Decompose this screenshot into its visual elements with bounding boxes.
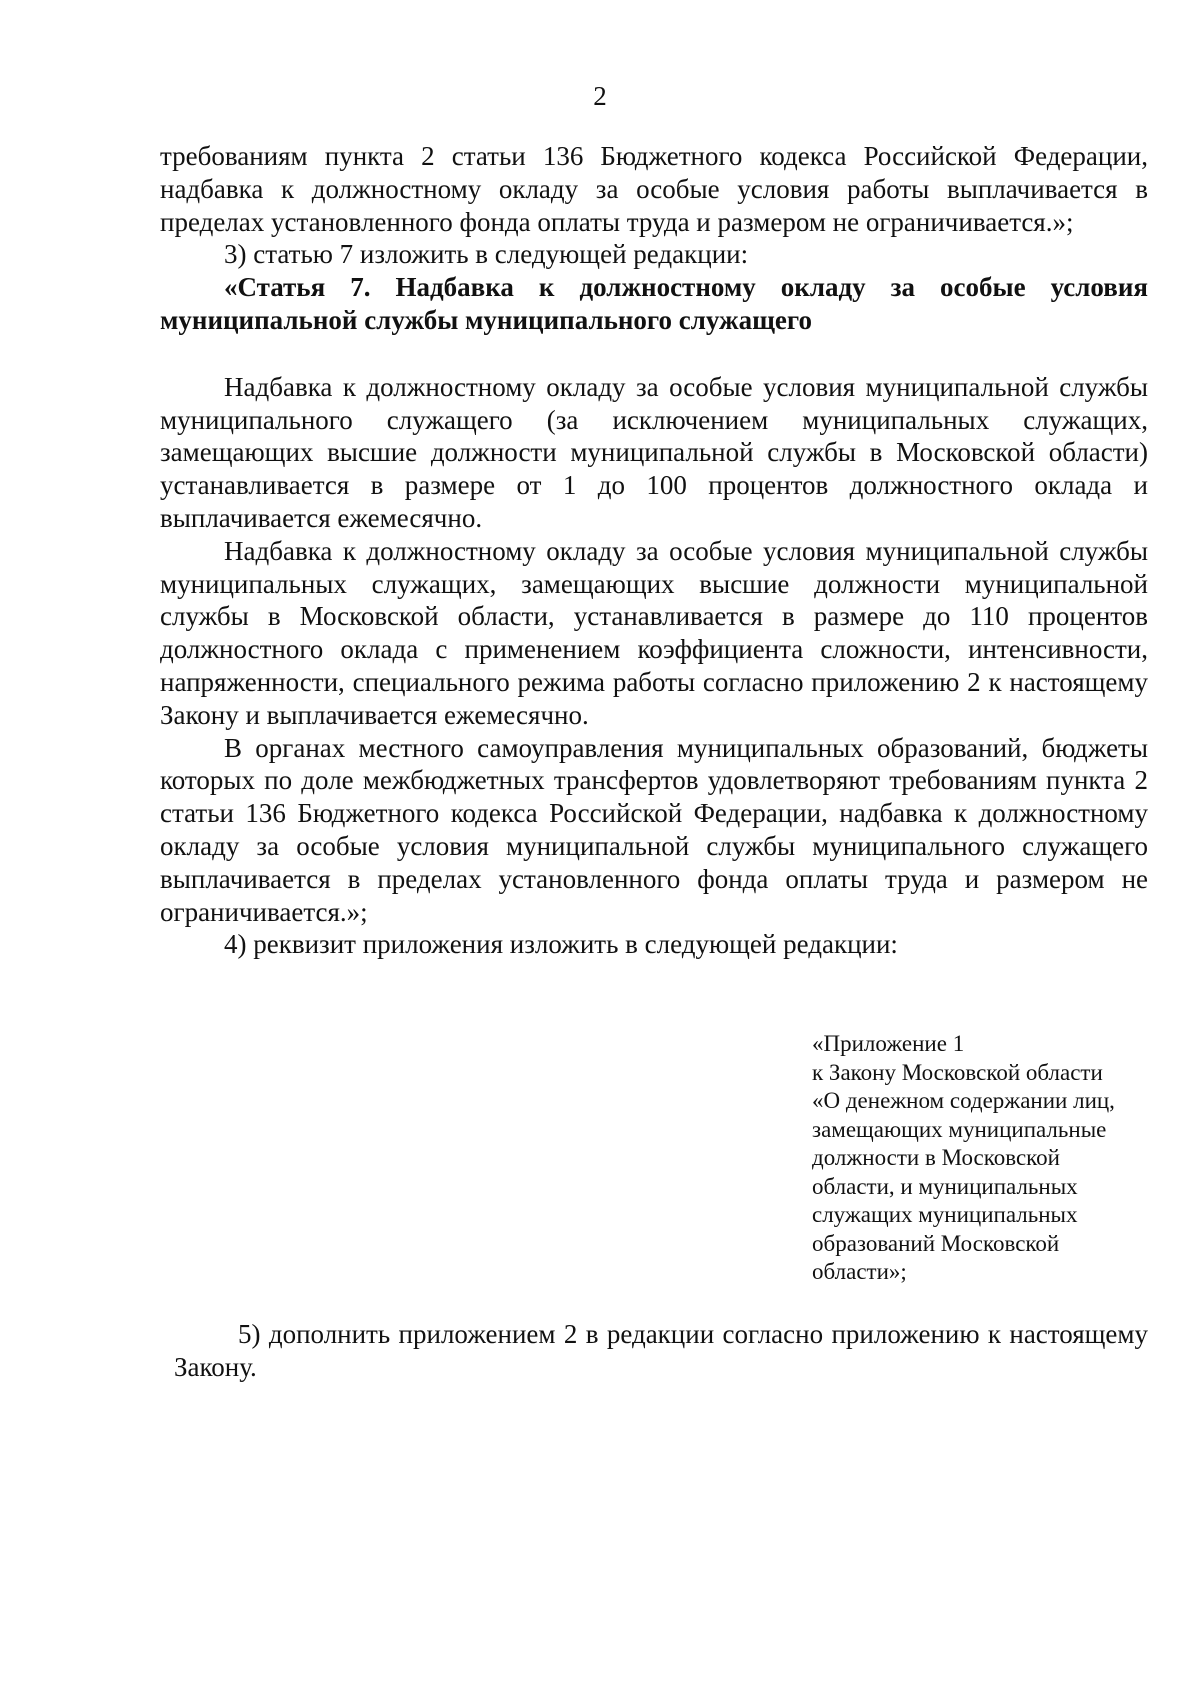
appendix-line: служащих муниципальных — [812, 1202, 1078, 1227]
page-number: 2 — [593, 81, 607, 111]
appendix-line: области, и муниципальных — [812, 1173, 1078, 1199]
amendment-item-3: 3) статью 7 изложить в следующей редакции: — [224, 239, 749, 270]
appendix-line: образований Московской — [812, 1230, 1060, 1256]
appendix-line: «О денежном содержании лиц, — [812, 1088, 1115, 1113]
article-7-paragraph-1: Надбавка к должностному окладу за особые условия муниципальной службы муниципального служащего (за исключением муниципальных служащих, замещающих высшие должности муниципальной службы в Московской области) устанавливается в размере от 1 до 100 процентов должностного оклада и выплачивается ежемесячно. — [160, 371, 1148, 533]
appendix-line: должности в Московской — [812, 1145, 1060, 1170]
appendix-line: к Закону Московской области — [812, 1059, 1103, 1085]
amendment-item-4: 4) реквизит приложения изложить в следующей редакции: — [224, 929, 898, 960]
appendix-line: замещающих муниципальные — [812, 1116, 1107, 1142]
continuation-paragraph: требованиям пункта 2 статьи 136 Бюджетного кодекса Российской Федерации, надбавка к должностному окладу за особые условия работы выплачивается в пределах установленного фонда оплаты труда и размером не ограничивается.»; — [160, 141, 1148, 237]
amendment-item-5: 5) дополнить приложением 2 в редакции согласно приложению к настоящему Закону. — [174, 1319, 1148, 1382]
document-body — [160, 140, 1148, 961]
spacer — [160, 337, 1148, 371]
article-7-paragraph-2: Надбавка к должностному окладу за особые условия муниципальной службы муниципальных служащих, замещающих высшие должности муниципальной службы в Московской области, устанавливается в размере до 110 процентов должностного оклада с применением коэффициента сложности, интенсивности, напряженности, специального режима работы согласно приложению 2 к настоящему Закону и выплачивается ежемесячно. — [160, 535, 1148, 730]
appendix-requisite — [812, 1030, 1152, 1287]
article-7-heading: «Статья 7. Надбавка к должностному окладу за особые условия муниципальной службы муниципального служащего — [160, 272, 1148, 335]
appendix-line: области»; — [812, 1259, 907, 1284]
article-7-paragraph-3: В органах местного самоуправления муниципальных образований, бюджеты которых по доле межбюджетных трансфертов удовлетворяют требованиям пункта 2 статьи 136 Бюджетного кодекса Российской Федерации, надбавка к должностному окладу за особые условия муниципальной службы муниципального служащего выплачивается в пределах установленного фонда оплаты труда и размером не ограничивается.»; — [160, 732, 1148, 927]
appendix-line: «Приложение 1 — [812, 1031, 965, 1056]
